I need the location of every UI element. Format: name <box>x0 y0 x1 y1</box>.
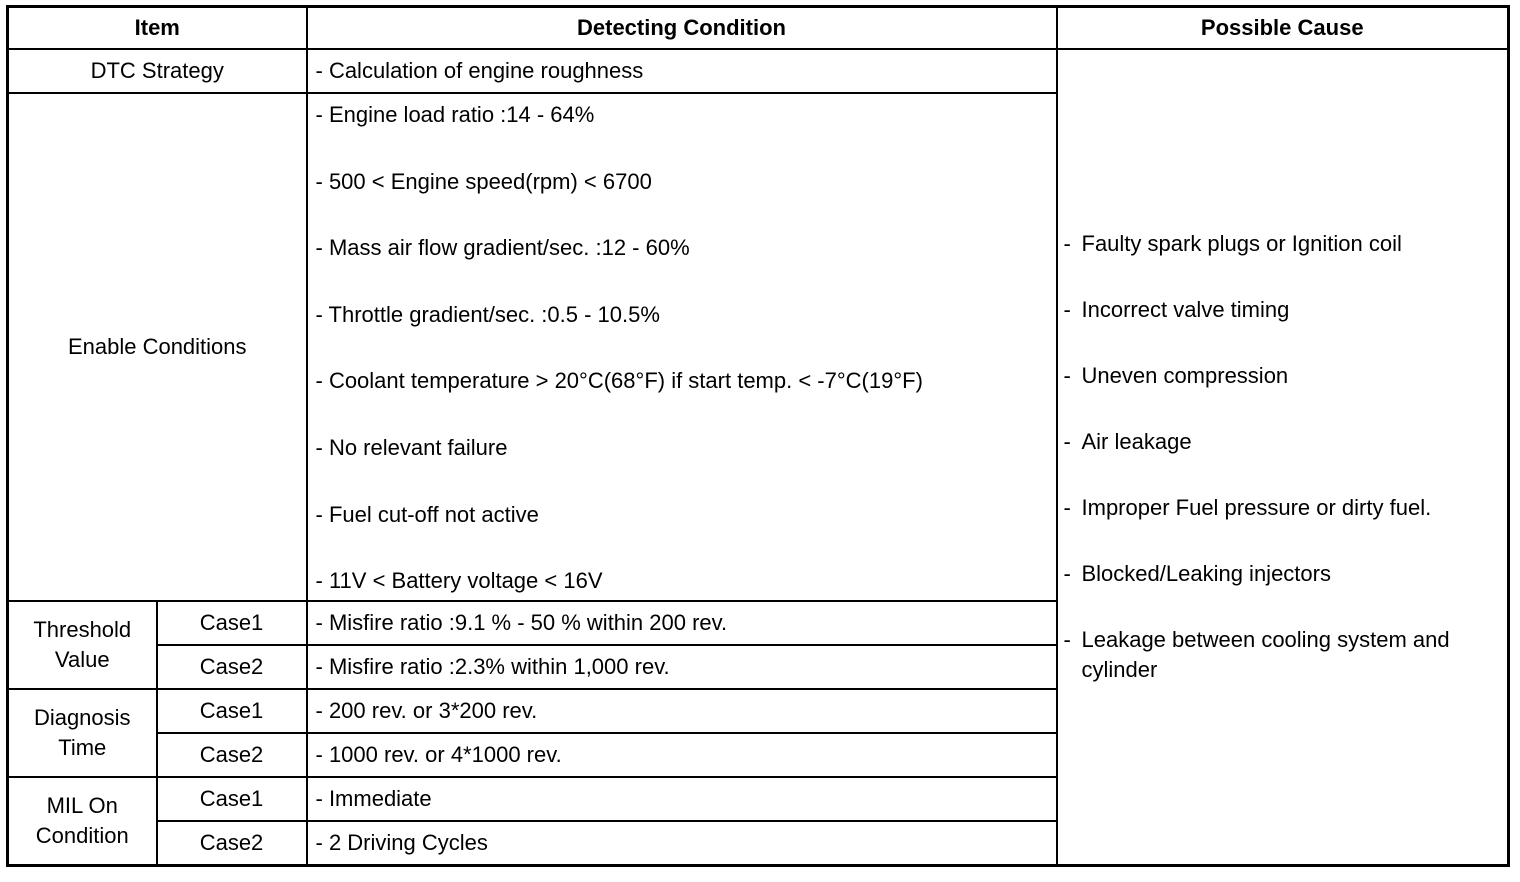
diagnosis-time-label: Diagnosis Time <box>8 689 157 777</box>
enable-condition-item: - Throttle gradient/sec. :0.5 - 10.5% <box>315 301 660 327</box>
cause-item: - Blocked/Leaking injectors <box>1063 561 1331 587</box>
enable-condition-item: - No relevant failure <box>315 434 508 460</box>
possible-cause-cell <box>1057 49 1509 866</box>
diagnosis-case1-value: - 200 rev. or 3*200 rev. <box>307 689 1057 733</box>
header-row <box>8 7 1509 50</box>
cause-item: - Leakage between cooling system and cylinder <box>1063 627 1450 683</box>
dtc-strategy-value: - Calculation of engine roughness <box>307 49 1057 93</box>
enable-conditions-cell <box>307 93 1057 601</box>
enable-condition-item: - 11V < Battery voltage < 16V <box>315 568 603 594</box>
header-item: Item <box>8 7 307 50</box>
threshold-case2-value: - Misfire ratio :2.3% within 1,000 rev. <box>307 645 1057 689</box>
enable-condition-item: - Coolant temperature > 20°C(68°F) if start temp. < -7°C(19°F) <box>315 368 923 394</box>
diagnosis-case2-value: - 1000 rev. or 4*1000 rev. <box>307 733 1057 777</box>
threshold-case2-label: Case2 <box>157 645 307 689</box>
header-detecting-condition: Detecting Condition <box>307 7 1057 50</box>
enable-condition-item: - Fuel cut-off not active <box>315 501 539 527</box>
diagnosis-case2-label: Case2 <box>157 733 307 777</box>
enable-condition-item: - 500 < Engine speed(rpm) < 6700 <box>315 168 652 194</box>
diagnosis-case1-label: Case1 <box>157 689 307 733</box>
threshold-case1-label: Case1 <box>157 601 307 645</box>
dtc-table-wrapper <box>6 5 1510 867</box>
row-dtc-strategy <box>8 49 1509 93</box>
enable-conditions-list <box>316 94 1056 600</box>
cause-item: - Faulty spark plugs or Ignition coil <box>1063 231 1402 257</box>
enable-conditions-label: Enable Conditions <box>8 93 307 601</box>
cause-item: - Improper Fuel pressure or dirty fuel. <box>1063 495 1432 521</box>
cause-item: - Air leakage <box>1063 429 1192 455</box>
mil-case1-label: Case1 <box>157 777 307 821</box>
mil-case2-label: Case2 <box>157 821 307 866</box>
cause-item: - Incorrect valve timing <box>1063 297 1290 323</box>
possible-cause-list <box>1058 229 1508 685</box>
mil-case2-value: - 2 Driving Cycles <box>307 821 1057 866</box>
mil-on-condition-label: MIL On Condition <box>8 777 157 866</box>
mil-case1-value: - Immediate <box>307 777 1057 821</box>
dtc-strategy-label: DTC Strategy <box>8 49 307 93</box>
enable-condition-item: - Mass air flow gradient/sec. :12 - 60% <box>315 235 690 261</box>
threshold-value-label: Threshold Value <box>8 601 157 689</box>
threshold-case1-value: - Misfire ratio :9.1 % - 50 % within 200 rev. <box>307 601 1057 645</box>
cause-item: - Uneven compression <box>1063 363 1289 389</box>
header-possible-cause: Possible Cause <box>1057 7 1509 50</box>
dtc-table <box>6 5 1510 867</box>
enable-condition-item: - Engine load ratio :14 - 64% <box>315 102 595 127</box>
